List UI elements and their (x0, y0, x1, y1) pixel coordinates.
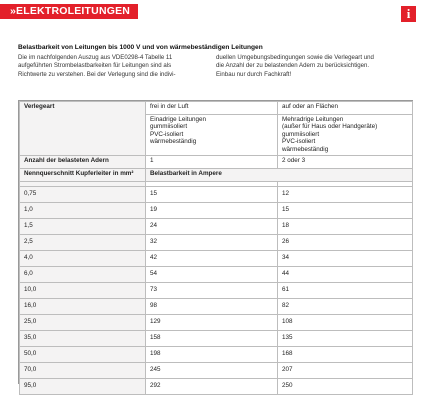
description-line: (außer für Haus oder Handgeräte) (282, 123, 378, 131)
column-header-air: frei in der Luft (146, 102, 278, 115)
table-row (20, 251, 413, 267)
adern-air: 1 (146, 156, 278, 169)
cross-section-cell: 4,0 (20, 251, 146, 267)
ampere-surface-cell: 168 (278, 347, 413, 363)
intro-left-column (18, 54, 204, 79)
cross-section-cell: 25,0 (20, 315, 146, 331)
ampere-air-cell: 245 (146, 363, 278, 379)
description-line: Einadrige Leitungen (150, 116, 207, 123)
description-air (146, 115, 278, 156)
ampere-air-cell: 198 (146, 347, 278, 363)
ampacity-table (18, 100, 413, 389)
table-row (20, 235, 413, 251)
ampere-surface-cell: 135 (278, 331, 413, 347)
cross-section-cell: 2,5 (20, 235, 146, 251)
info-icon[interactable]: i (401, 6, 416, 22)
ampere-surface-cell: 108 (278, 315, 413, 331)
table-row (20, 379, 413, 395)
intro-right-column (216, 54, 412, 79)
cross-section-cell: 95,0 (20, 379, 146, 395)
intro-line: die Anzahl der zu belastenden Adern zu berücksichtigen. (216, 62, 370, 70)
cross-section-cell: 35,0 (20, 331, 146, 347)
ampere-air-cell: 42 (146, 251, 278, 267)
description-line: gummiisoliert (282, 130, 320, 138)
cross-section-cell: 50,0 (20, 347, 146, 363)
ampere-air-cell: 292 (146, 379, 278, 395)
table-row (20, 347, 413, 363)
table-row (20, 315, 413, 331)
cross-section-cell: 6,0 (20, 267, 146, 283)
ampere-surface-cell: 18 (278, 219, 413, 235)
table-row (20, 267, 413, 283)
cross-section-cell: 10,0 (20, 283, 146, 299)
intro-line: Richtwerte zu verstehen. Bei der Verlegung sind die indivi- (18, 70, 176, 78)
cross-section-label: Nennquerschnitt Kupferleiter in mm² (20, 169, 146, 182)
ampere-surface-cell: 82 (278, 299, 413, 315)
description-line: PVC-isoliert (150, 130, 184, 138)
table-row (20, 363, 413, 379)
description-line: gummiisoliert (150, 123, 188, 131)
ampere-surface-cell: 250 (278, 379, 413, 395)
table-row (20, 187, 413, 203)
ampere-air-cell: 158 (146, 331, 278, 347)
cross-section-cell: 1,0 (20, 203, 146, 219)
cross-section-cell: 1,5 (20, 219, 146, 235)
ampere-surface-cell: 61 (278, 283, 413, 299)
ampere-air-cell: 98 (146, 299, 278, 315)
table-row (20, 203, 413, 219)
capacity-label: Belastbarkeit in Ampere (146, 169, 413, 182)
verlegeart-label: Verlegeart (20, 102, 146, 156)
ampere-air-cell: 54 (146, 267, 278, 283)
cross-section-cell: 70,0 (20, 363, 146, 379)
description-surface (278, 115, 413, 156)
adern-surface: 2 oder 3 (278, 156, 413, 169)
ampere-air-cell: 24 (146, 219, 278, 235)
ampere-surface-cell: 44 (278, 267, 413, 283)
table-row (20, 299, 413, 315)
ampere-surface-cell: 34 (278, 251, 413, 267)
table-row (20, 331, 413, 347)
intro-line: Die im nachfolgenden Auszug aus VDE0298-4 Tabelle 11 (18, 54, 173, 61)
cross-section-cell: 16,0 (20, 299, 146, 315)
description-line: wärmebeständig (282, 145, 329, 153)
cross-section-cell: 0,75 (20, 187, 146, 203)
section-header: »ELEKTROLEITUNGEN (0, 4, 138, 19)
table (19, 101, 413, 395)
intro-line: Einbau nur durch Fachkraft! (216, 70, 292, 78)
ampere-air-cell: 129 (146, 315, 278, 331)
ampere-air-cell: 15 (146, 187, 278, 203)
description-line: wärmebeständig (150, 138, 197, 146)
description-line: PVC-isoliert (282, 138, 316, 146)
intro-line: aufgeführten Strombelastbarkeiten für Leitungen sind als (18, 62, 172, 70)
cross-section-header-row (20, 169, 413, 182)
ampere-surface-cell: 26 (278, 235, 413, 251)
table-row (20, 219, 413, 235)
ampere-surface-cell: 15 (278, 203, 413, 219)
ampere-surface-cell: 12 (278, 187, 413, 203)
ampere-air-cell: 19 (146, 203, 278, 219)
table-header-row (20, 102, 413, 115)
column-header-surface: auf oder an Flächen (278, 102, 413, 115)
table-row (20, 283, 413, 299)
adern-label: Anzahl der belasteten Adern (20, 156, 146, 169)
document-title: Belastbarkeit von Leitungen bis 1000 V und von wärmebeständigen Leitungen (18, 44, 263, 51)
ampere-surface-cell: 207 (278, 363, 413, 379)
intro-line: duellen Umgebungsbedingungen sowie die Verlegeart und (216, 54, 374, 61)
description-line: Mehradrige Leitungen (282, 116, 344, 123)
ampere-air-cell: 73 (146, 283, 278, 299)
ampere-air-cell: 32 (146, 235, 278, 251)
adern-row (20, 156, 413, 169)
